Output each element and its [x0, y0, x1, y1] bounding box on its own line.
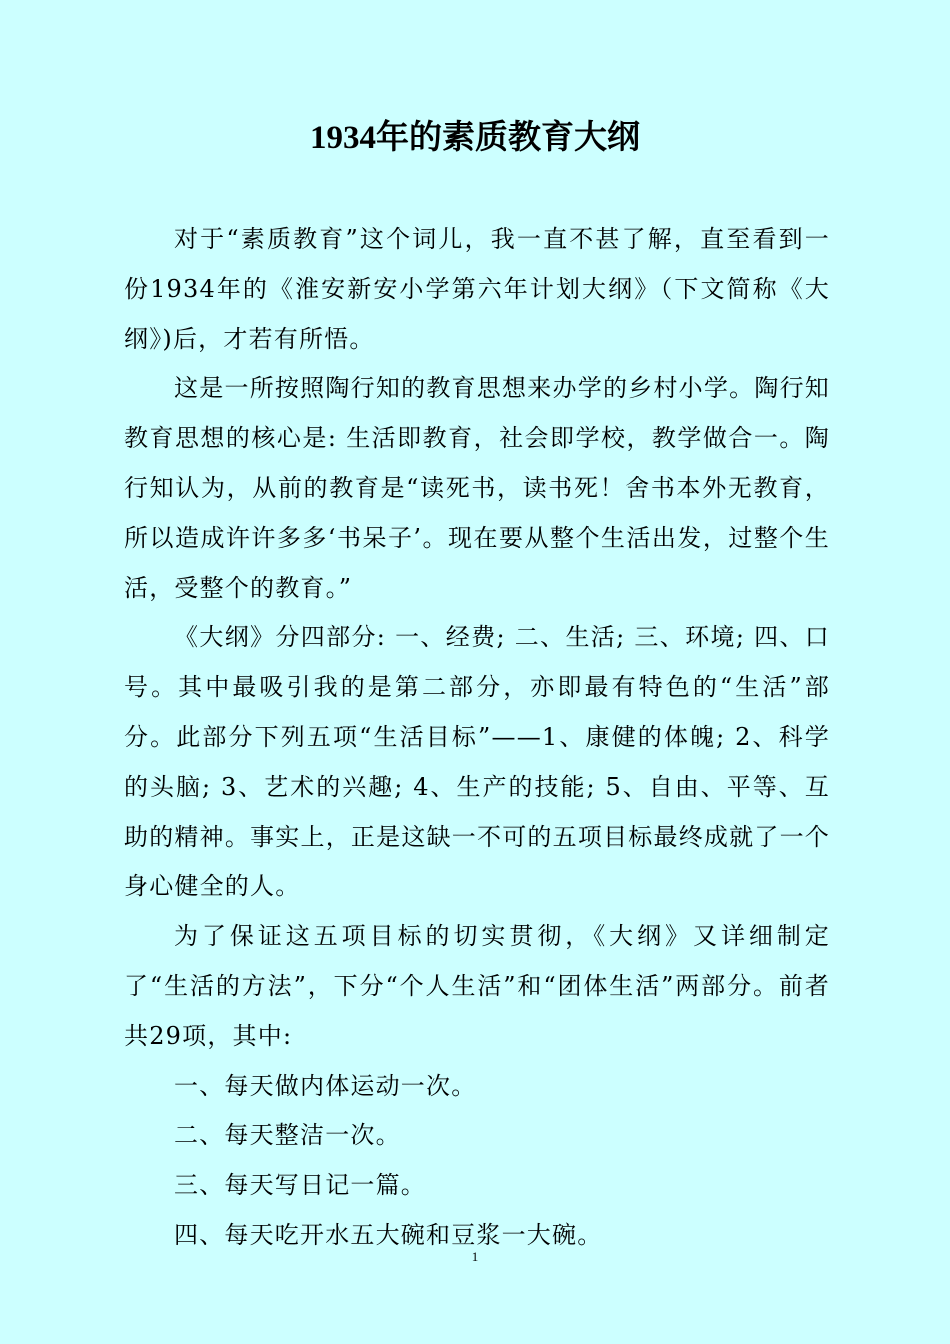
list-item-diary: 三、每天写日记一篇。 — [174, 1171, 426, 1200]
list-item-cleaning: 二、每天整洁一次。 — [174, 1121, 401, 1150]
page-number: 1 — [471, 1249, 479, 1264]
paragraph-intro: 对于“素质教育”这个词儿，我一直不甚了解，直至看到一份1934年的《淮安新安小学第六年计划大纲》（下文简称《大纲》)后，才若有所悟。 — [124, 225, 830, 353]
document-body — [124, 215, 830, 1261]
paragraph-outline-parts: 《大纲》分四部分: 一、经费; 二、生活; 三、环境; 四、口号。其中最吸引我的是第二部分，亦即最有特色的“生活”部分。此部分下列五项“生活目标”——1、康健的体魄; 2、科学的头脑; 3、艺术的兴趣; 4、生产的技能; 5、自由、平等、互助的精神。事实上，正是这缺一不可的五项目标最终成就了一个身心健全的人。 — [124, 623, 830, 901]
paragraph-life-methods: 为了保证这五项目标的切实贯彻，《大纲》又详细制定了“生活的方法”，下分“个人生活”和“团体生活”两部分。前者共29项，其中: — [124, 922, 830, 1050]
document-title: 1934年的素质教育大纲 — [310, 120, 640, 156]
paragraph-school-philosophy: 这是一所按照陶行知的教育思想来办学的乡村小学。陶行知教育思想的核心是: 生活即教育，社会即学校，教学做合一。陶行知认为，从前的教育是“读死书，读书死！舍书本外无教育，所以造成许许多多‘书呆子’。现在要从整个生活出发，过整个生活，受整个的教育。” — [124, 374, 830, 602]
list-item-exercise: 一、每天做内体运动一次。 — [174, 1071, 477, 1100]
list-item-water-soymilk: 四、每天吃开水五大碗和豆浆一大碗。 — [174, 1220, 603, 1249]
